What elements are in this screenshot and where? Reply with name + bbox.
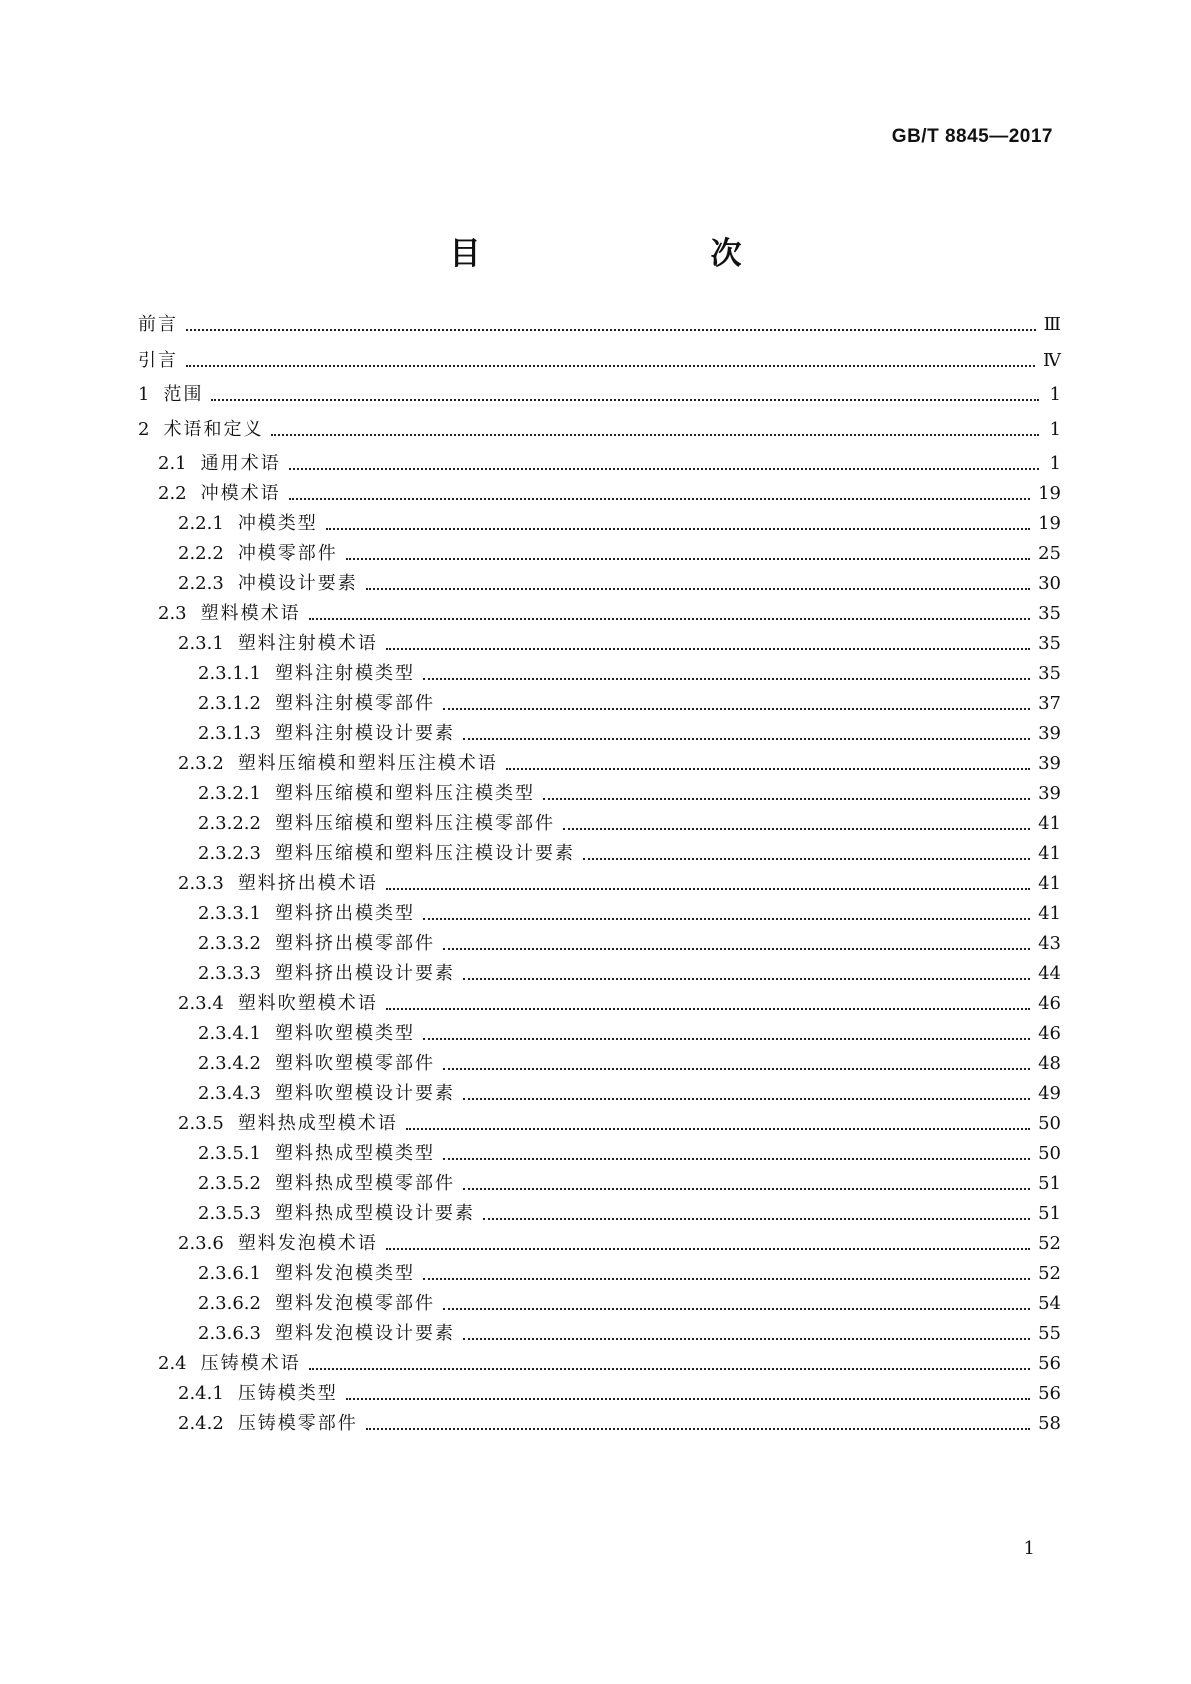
toc-entry-title: 塑料热成型模零部件 xyxy=(274,1173,455,1194)
dot-leader xyxy=(386,648,1030,650)
toc-entry[interactable] xyxy=(198,807,1061,835)
toc-entry-page: 1 xyxy=(1049,384,1061,405)
toc-entry-title: 塑料注射模零部件 xyxy=(274,693,435,714)
toc-entry[interactable] xyxy=(198,1257,1061,1285)
dot-leader xyxy=(406,1128,1030,1130)
toc-entry-number: 2 xyxy=(138,419,150,440)
toc-entry-page: 49 xyxy=(1038,1083,1061,1104)
dot-leader xyxy=(309,1368,1030,1370)
dot-leader xyxy=(543,798,1030,800)
toc-entry-title: 塑料吹塑模术语 xyxy=(237,993,378,1014)
toc-entry-number: 2.2 xyxy=(158,483,187,504)
toc-entry[interactable] xyxy=(198,837,1061,865)
toc-entry-page: Ⅲ xyxy=(1043,314,1061,335)
toc-entry-page: 51 xyxy=(1038,1203,1061,1224)
toc-entry[interactable] xyxy=(178,1377,1061,1405)
toc-entry-page: 46 xyxy=(1038,993,1061,1014)
toc-entry-title: 压铸模术语 xyxy=(200,1353,301,1374)
toc-entry-page: 35 xyxy=(1038,663,1061,684)
toc-entry[interactable] xyxy=(158,1347,1061,1375)
toc-entry-page: 25 xyxy=(1038,543,1061,564)
toc-entry[interactable] xyxy=(178,537,1061,565)
toc-entry[interactable] xyxy=(178,867,1061,895)
toc-entry-page: 41 xyxy=(1038,903,1061,924)
toc-entry[interactable] xyxy=(138,413,1061,441)
toc-entry-number: 2.3 xyxy=(158,603,187,624)
toc-entry-number: 2.1 xyxy=(158,453,187,474)
toc-entry[interactable] xyxy=(198,657,1061,685)
toc-entry-page: 19 xyxy=(1038,513,1061,534)
dot-leader xyxy=(563,828,1030,830)
toc-entry-title: 塑料发泡模零部件 xyxy=(274,1293,435,1314)
dot-leader xyxy=(506,768,1030,770)
dot-leader xyxy=(271,434,1039,436)
toc-entry-title: 前言 xyxy=(138,314,178,335)
toc-entry-page: 41 xyxy=(1038,873,1061,894)
page-number: 1 xyxy=(1023,1538,1035,1559)
toc-entry[interactable] xyxy=(178,1107,1061,1135)
toc-entry[interactable] xyxy=(198,1287,1061,1315)
toc-entry[interactable] xyxy=(198,687,1061,715)
toc-entry-page: 51 xyxy=(1038,1173,1061,1194)
toc-entry[interactable] xyxy=(158,597,1061,625)
dot-leader xyxy=(186,365,1035,367)
toc-entry-page: 58 xyxy=(1038,1413,1061,1434)
toc-entry[interactable] xyxy=(178,1407,1061,1435)
toc-entry-page: 56 xyxy=(1038,1383,1061,1404)
toc-entry-page: 55 xyxy=(1038,1323,1061,1344)
toc-entry[interactable] xyxy=(178,627,1061,655)
toc-entry-title: 塑料热成型模类型 xyxy=(274,1143,435,1164)
dot-leader xyxy=(186,329,1036,331)
toc-entry[interactable] xyxy=(178,1227,1061,1255)
toc-entry-page: 43 xyxy=(1038,933,1061,954)
toc-entry[interactable] xyxy=(178,747,1061,775)
toc-entry-page: 39 xyxy=(1038,753,1061,774)
toc-entry-page: 50 xyxy=(1038,1143,1061,1164)
toc-entry-number: 2.3.2.2 xyxy=(198,813,261,834)
toc-entry-number: 2.3.6.2 xyxy=(198,1293,261,1314)
dot-leader xyxy=(386,1008,1030,1010)
toc-entry[interactable] xyxy=(138,308,1061,336)
toc-entry-title: 塑料注射模类型 xyxy=(274,663,415,684)
toc-entry-page: 39 xyxy=(1038,783,1061,804)
toc-entry-title: 塑料压缩模和塑料压注模设计要素 xyxy=(274,843,575,864)
dot-leader xyxy=(423,918,1030,920)
toc-entry-page: 41 xyxy=(1038,813,1061,834)
toc-entry[interactable] xyxy=(198,1017,1061,1045)
dot-leader xyxy=(366,1428,1030,1430)
toc-entry-page: 50 xyxy=(1038,1113,1061,1134)
dot-leader xyxy=(366,588,1030,590)
toc-entry-title: 塑料吹塑模设计要素 xyxy=(274,1083,455,1104)
toc-entry-title: 冲模术语 xyxy=(200,483,281,504)
toc-entry[interactable] xyxy=(198,717,1061,745)
toc-entry-number: 2.4.1 xyxy=(178,1383,224,1404)
toc-entry-title: 塑料压缩模和塑料压注模术语 xyxy=(237,753,498,774)
toc-entry-page: 54 xyxy=(1038,1293,1061,1314)
toc-entry-number: 2.3.3 xyxy=(178,873,224,894)
dot-leader xyxy=(386,1248,1030,1250)
toc-entry-title: 塑料热成型模术语 xyxy=(237,1113,398,1134)
dot-leader xyxy=(309,618,1030,620)
dot-leader xyxy=(211,399,1039,401)
toc-entry-page: 30 xyxy=(1038,573,1061,594)
dot-leader xyxy=(289,498,1030,500)
toc-entry-title: 塑料注射模术语 xyxy=(237,633,378,654)
dot-leader xyxy=(483,1218,1030,1220)
toc-entry-page: 44 xyxy=(1038,963,1061,984)
toc-entry-number: 2.3.5.2 xyxy=(198,1173,261,1194)
toc-entry[interactable] xyxy=(178,507,1061,535)
toc-entry-title: 压铸模零部件 xyxy=(237,1413,358,1434)
toc-entry-number: 2.3.4.1 xyxy=(198,1023,261,1044)
toc-entry-number: 2.3.5.3 xyxy=(198,1203,261,1224)
toc-entry-number: 2.4 xyxy=(158,1353,187,1374)
toc-entry-page: 1 xyxy=(1049,419,1061,440)
toc-entry[interactable] xyxy=(198,1197,1061,1225)
toc-entry-title: 塑料挤出模术语 xyxy=(237,873,378,894)
toc-entry-number: 2.3.4.3 xyxy=(198,1083,261,1104)
toc-entry-page: 48 xyxy=(1038,1053,1061,1074)
toc-entry[interactable] xyxy=(178,567,1061,595)
toc-entry-title: 塑料发泡模术语 xyxy=(237,1233,378,1254)
toc-entry-number: 2.3.6 xyxy=(178,1233,224,1254)
toc-entry-number: 2.3.6.1 xyxy=(198,1263,261,1284)
toc-entry-title: 塑料挤出模零部件 xyxy=(274,933,435,954)
toc-entry-page: 1 xyxy=(1049,453,1061,474)
toc-entry-page: 35 xyxy=(1038,603,1061,624)
dot-leader xyxy=(583,858,1030,860)
toc-entry-title: 塑料模术语 xyxy=(200,603,301,624)
toc-entry-number: 2.2.2 xyxy=(178,543,224,564)
toc-entry-title: 术语和定义 xyxy=(163,419,264,440)
toc-entry-title: 塑料压缩模和塑料压注模零部件 xyxy=(274,813,555,834)
toc-entry-title: 塑料发泡模类型 xyxy=(274,1263,415,1284)
toc-entry-number: 2.3.3.3 xyxy=(198,963,261,984)
dot-leader xyxy=(443,1308,1030,1310)
toc-entry-page: 52 xyxy=(1038,1263,1061,1284)
toc-entry-title: 塑料吹塑模类型 xyxy=(274,1023,415,1044)
toc-entry-title: 塑料压缩模和塑料压注模类型 xyxy=(274,783,535,804)
toc-entry-page: 52 xyxy=(1038,1233,1061,1254)
toc-entry-number: 2.3.2.3 xyxy=(198,843,261,864)
dot-leader xyxy=(423,1278,1030,1280)
toc-entry-number: 2.3.5 xyxy=(178,1113,224,1134)
toc-entry-title: 压铸模类型 xyxy=(237,1383,338,1404)
toc-entry[interactable] xyxy=(158,477,1061,505)
toc-entry-number: 2.4.2 xyxy=(178,1413,224,1434)
toc-entry-title: 引言 xyxy=(138,350,178,371)
toc-entry-title: 塑料吹塑模零部件 xyxy=(274,1053,435,1074)
toc-entry[interactable] xyxy=(178,987,1061,1015)
toc-entry[interactable] xyxy=(198,1077,1061,1105)
dot-leader xyxy=(346,558,1030,560)
toc-entry[interactable] xyxy=(198,1137,1061,1165)
dot-leader xyxy=(443,1158,1030,1160)
toc-entry-title: 冲模零部件 xyxy=(237,543,338,564)
toc-entry-number: 2.3.6.3 xyxy=(198,1323,261,1344)
dot-leader xyxy=(463,1338,1030,1340)
toc-entry-title: 冲模设计要素 xyxy=(237,573,358,594)
toc-entry-number: 2.3.1.2 xyxy=(198,693,261,714)
toc-entry-number: 2.3.1.1 xyxy=(198,663,261,684)
page-title: 目 次 xyxy=(449,236,798,272)
toc-entry-number: 2.3.1.3 xyxy=(198,723,261,744)
toc-entry[interactable] xyxy=(198,897,1061,925)
toc-entry-page: 41 xyxy=(1038,843,1061,864)
dot-leader xyxy=(463,1098,1030,1100)
toc-entry-title: 塑料注射模设计要素 xyxy=(274,723,455,744)
toc-entry-number: 2.3.3.2 xyxy=(198,933,261,954)
toc-entry-title: 塑料挤出模类型 xyxy=(274,903,415,924)
dot-leader xyxy=(443,948,1030,950)
dot-leader xyxy=(463,1188,1030,1190)
dot-leader xyxy=(443,708,1030,710)
toc-entry-title: 塑料挤出模设计要素 xyxy=(274,963,455,984)
dot-leader xyxy=(326,528,1030,530)
toc-entry[interactable] xyxy=(198,957,1061,985)
toc-entry-title: 通用术语 xyxy=(200,453,281,474)
toc-entry-page: 37 xyxy=(1038,693,1061,714)
toc-entry-page: 39 xyxy=(1038,723,1061,744)
toc-entry-number: 2.3.5.1 xyxy=(198,1143,261,1164)
toc-entry-number: 2.3.4 xyxy=(178,993,224,1014)
dot-leader xyxy=(346,1398,1030,1400)
toc-entry-title: 范围 xyxy=(163,384,204,405)
toc-entry-number: 2.3.1 xyxy=(178,633,224,654)
toc-entry[interactable] xyxy=(138,344,1061,372)
dot-leader xyxy=(443,1068,1030,1070)
toc-entry[interactable] xyxy=(138,378,1061,406)
toc-entry-page: 46 xyxy=(1038,1023,1061,1044)
toc-entry-number: 2.3.2.1 xyxy=(198,783,261,804)
toc-entry-number: 1 xyxy=(138,384,150,405)
toc-entry[interactable] xyxy=(198,1167,1061,1195)
toc-entry-page: 19 xyxy=(1038,483,1061,504)
dot-leader xyxy=(386,888,1030,890)
dot-leader xyxy=(423,678,1030,680)
toc-entry[interactable] xyxy=(198,1047,1061,1075)
toc-entry[interactable] xyxy=(198,1317,1061,1345)
toc-entry-number: 2.3.3.1 xyxy=(198,903,261,924)
toc-entry-page: 35 xyxy=(1038,633,1061,654)
toc-entry-title: 塑料发泡模设计要素 xyxy=(274,1323,455,1344)
dot-leader xyxy=(289,468,1039,470)
toc-entry-number: 2.2.1 xyxy=(178,513,224,534)
toc-entry[interactable] xyxy=(158,447,1061,475)
toc-entry-page: Ⅳ xyxy=(1043,350,1061,371)
toc-entry-number: 2.2.3 xyxy=(178,573,224,594)
toc-entry-page: 56 xyxy=(1038,1353,1061,1374)
dot-leader xyxy=(463,738,1030,740)
toc-entry-title: 塑料热成型模设计要素 xyxy=(274,1203,475,1224)
dot-leader xyxy=(463,978,1030,980)
standard-code: GB/T 8845—2017 xyxy=(891,126,1053,147)
toc-entry[interactable] xyxy=(198,927,1061,955)
toc-entry-number: 2.3.4.2 xyxy=(198,1053,261,1074)
toc-entry-title: 冲模类型 xyxy=(237,513,318,534)
dot-leader xyxy=(423,1038,1030,1040)
toc-entry[interactable] xyxy=(198,777,1061,805)
toc-entry-number: 2.3.2 xyxy=(178,753,224,774)
